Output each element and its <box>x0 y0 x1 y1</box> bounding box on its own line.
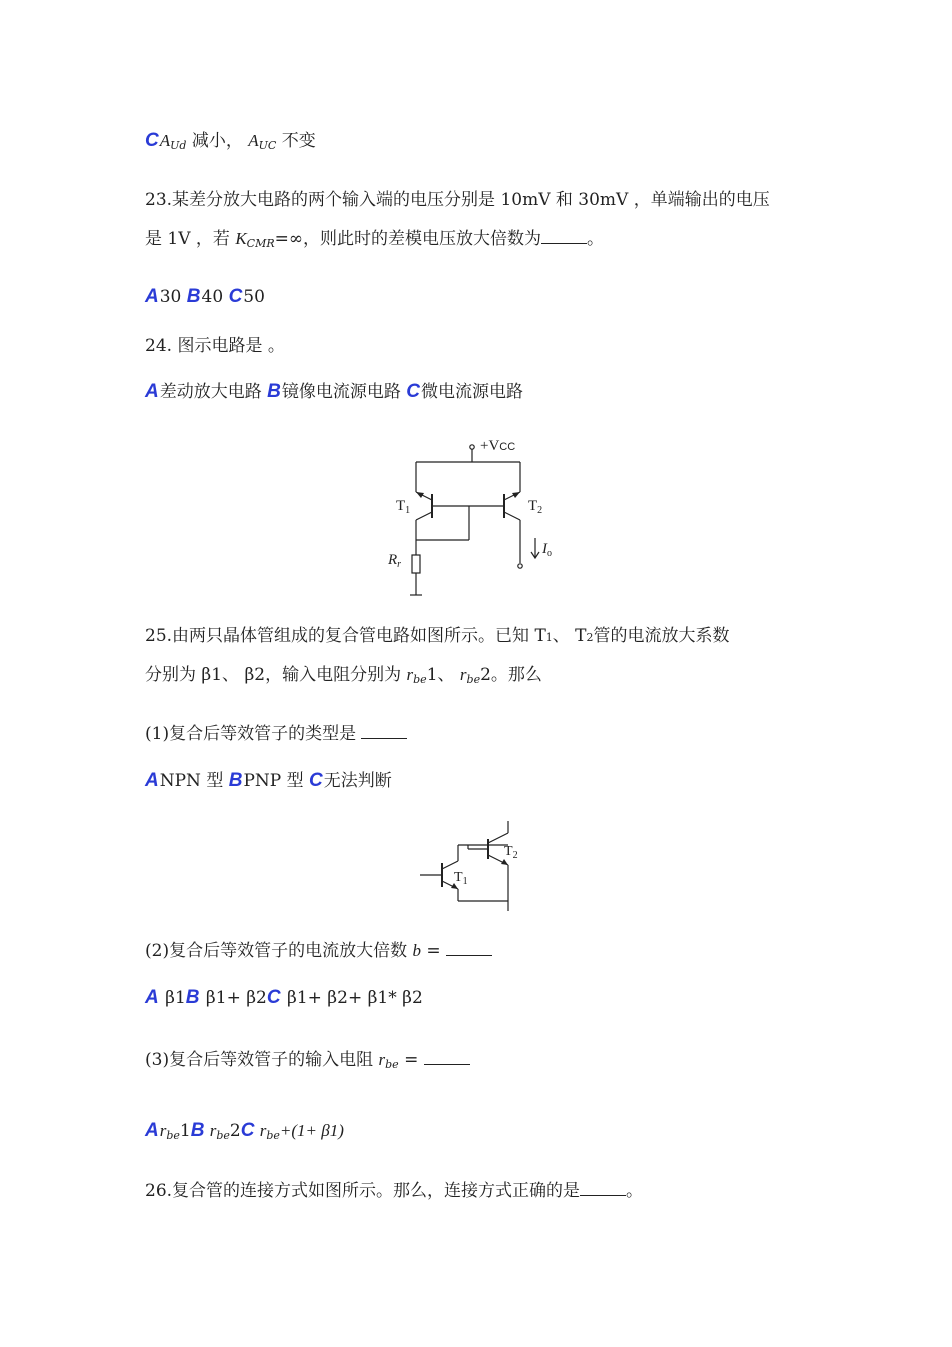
q24-stem: 24. 图示电路是 。 <box>145 336 285 356</box>
q25-sub2-options <box>145 987 423 1009</box>
option-letter: A <box>145 1120 159 1141</box>
t1-sub: 1 <box>405 505 411 516</box>
rbe: r <box>159 1121 167 1140</box>
option-text: 差动放大电路 <box>159 382 268 402</box>
equals: = <box>420 941 447 961</box>
option-text: β1+ β2 <box>200 988 267 1008</box>
q25-text: 管的电流放大系数 <box>593 626 730 646</box>
a-uc-sub: UC <box>258 139 277 152</box>
rbe1-sub: be <box>413 673 427 686</box>
svg-text:T2 <box>504 844 518 861</box>
resistor-rr <box>412 555 420 573</box>
q25-sub1 <box>145 723 407 745</box>
sub2-text: (2)复合后等效管子的电流放大倍数 <box>145 941 413 961</box>
q23-text: =∞，则此时的差模电压放大倍数为 <box>274 229 542 249</box>
q22-option-c <box>145 130 316 154</box>
rbe-sub: be <box>166 1129 180 1142</box>
io-sub: o <box>547 548 552 559</box>
t1-label: T <box>454 870 463 885</box>
option-text: 镜像电流源电路 <box>281 382 407 402</box>
vcc-terminal <box>470 445 474 449</box>
t2-sub: 2 <box>512 850 518 861</box>
rr-label: R <box>388 552 398 568</box>
t1-sub: 1 <box>545 631 553 644</box>
q25-sub3-options <box>145 1120 344 1144</box>
svg-text:T2 <box>528 498 542 516</box>
rbe: r <box>205 1121 217 1140</box>
q23-line1: 23.某差分放大电路的两个输入端的电压分别是 10mV 和 30mV ，单端输出的电压 <box>145 190 770 210</box>
svg-text:T1 <box>396 498 410 516</box>
current-mirror-figure <box>380 430 580 600</box>
option-letter: A <box>145 381 159 402</box>
t1-label: T <box>396 498 406 514</box>
option-letter: A <box>145 987 159 1008</box>
option-letter: C <box>266 987 281 1008</box>
option-letter: B <box>190 1120 205 1141</box>
option-text: 30 <box>159 287 187 307</box>
answer-blank[interactable] <box>424 1050 470 1065</box>
option-letter: C <box>145 130 159 151</box>
answer-blank[interactable] <box>541 229 587 244</box>
option-letter: B <box>186 286 201 307</box>
q25-text: 2。那么 <box>480 665 542 685</box>
t2-label: T <box>504 844 513 859</box>
answer-blank[interactable] <box>361 724 407 739</box>
rbe-sub: be <box>216 1129 230 1142</box>
option-letter: C <box>240 1120 255 1141</box>
rr-sub: r <box>397 559 402 570</box>
option-text: 无法判断 <box>323 771 392 791</box>
k-cmr: K <box>235 229 247 248</box>
q23-text: 是 1V ，若 <box>145 229 236 249</box>
q23-end: 。 <box>587 229 605 249</box>
option-letter: C <box>406 381 421 402</box>
option-letter: B <box>228 770 243 791</box>
q25-sub3 <box>145 1049 470 1073</box>
q25-sub1-options <box>145 770 392 792</box>
t2-sub: 2 <box>537 505 543 516</box>
t2-sub: 2 <box>586 631 594 644</box>
q25-line1 <box>145 625 730 649</box>
option-text: β1+ β2+ β1* β2 <box>281 988 423 1008</box>
svg-text:Io <box>541 541 552 559</box>
option-text: 微电流源电路 <box>421 382 524 402</box>
a-ud-sub: Ud <box>170 139 187 152</box>
option-text: 50 <box>243 287 265 307</box>
b-symbol: b <box>412 941 421 960</box>
rbe2: r <box>459 665 467 684</box>
rbe-sub: be <box>266 1129 280 1142</box>
q25-sub2 <box>145 940 492 962</box>
q26-stem <box>145 1180 643 1202</box>
vcc-label: +V <box>480 438 500 454</box>
option-letter: B <box>185 987 200 1008</box>
io-terminal <box>518 564 522 568</box>
rbe-sub: be <box>385 1058 399 1071</box>
rbe: r <box>255 1121 267 1140</box>
svg-text:Rr <box>387 552 401 570</box>
t2-emitter-arrow <box>512 492 520 498</box>
answer-blank[interactable] <box>446 941 492 956</box>
rbe2-sub: be <box>466 673 481 686</box>
io-label: I <box>542 541 547 557</box>
darlington-figure <box>410 815 530 915</box>
answer-blank[interactable] <box>580 1181 626 1196</box>
q23-options <box>145 286 265 308</box>
a-ud: A <box>159 131 171 150</box>
option-text: 40 <box>201 287 229 307</box>
q25-line2 <box>145 664 542 688</box>
t1-emitter-arrow <box>416 492 424 498</box>
option-letter: C <box>228 286 243 307</box>
q23-line2 <box>145 228 604 252</box>
sub1-text: (1)复合后等效管子的类型是 <box>145 724 362 744</box>
vcc-sub: CC <box>499 441 516 453</box>
rbe: r <box>378 1050 386 1069</box>
t2-label: T <box>528 498 538 514</box>
option-text: β1 <box>159 988 186 1008</box>
option-text: NPN 型 <box>159 771 229 791</box>
rbe1: r <box>406 665 414 684</box>
option-text: 1 <box>179 1121 191 1141</box>
k-cmr-sub: CMR <box>246 237 275 250</box>
a-uc: A <box>248 131 259 150</box>
t1-sub: 1 <box>462 876 468 887</box>
option-text: 2 <box>229 1121 241 1141</box>
equals: = <box>398 1050 424 1070</box>
option-letter: B <box>267 381 281 402</box>
svg-text:+VCC <box>480 438 515 454</box>
option-letter: A <box>145 770 159 791</box>
option-text: 不变 <box>276 131 316 151</box>
q24-options <box>145 381 523 403</box>
svg-text:T1 <box>454 870 468 887</box>
option-text: +(1+ β1) <box>279 1121 344 1140</box>
q25-text: 分别为 β1、 β2，输入电阻分别为 <box>145 665 407 685</box>
q25-text: 1、 <box>426 665 460 685</box>
option-text: 减小， <box>186 131 249 151</box>
option-letter: C <box>309 770 323 791</box>
q25-text: 25.由两只晶体管组成的复合管电路如图所示。已知 T <box>145 626 546 646</box>
option-letter: A <box>145 286 159 307</box>
q25-text: 、 T <box>552 626 587 646</box>
q26-end: 。 <box>626 1181 644 1201</box>
option-text: PNP 型 <box>243 771 310 791</box>
q26-text: 26.复合管的连接方式如图所示。那么，连接方式正确的是 <box>145 1181 581 1201</box>
sub3-text: (3)复合后等效管子的输入电阻 <box>145 1050 379 1070</box>
